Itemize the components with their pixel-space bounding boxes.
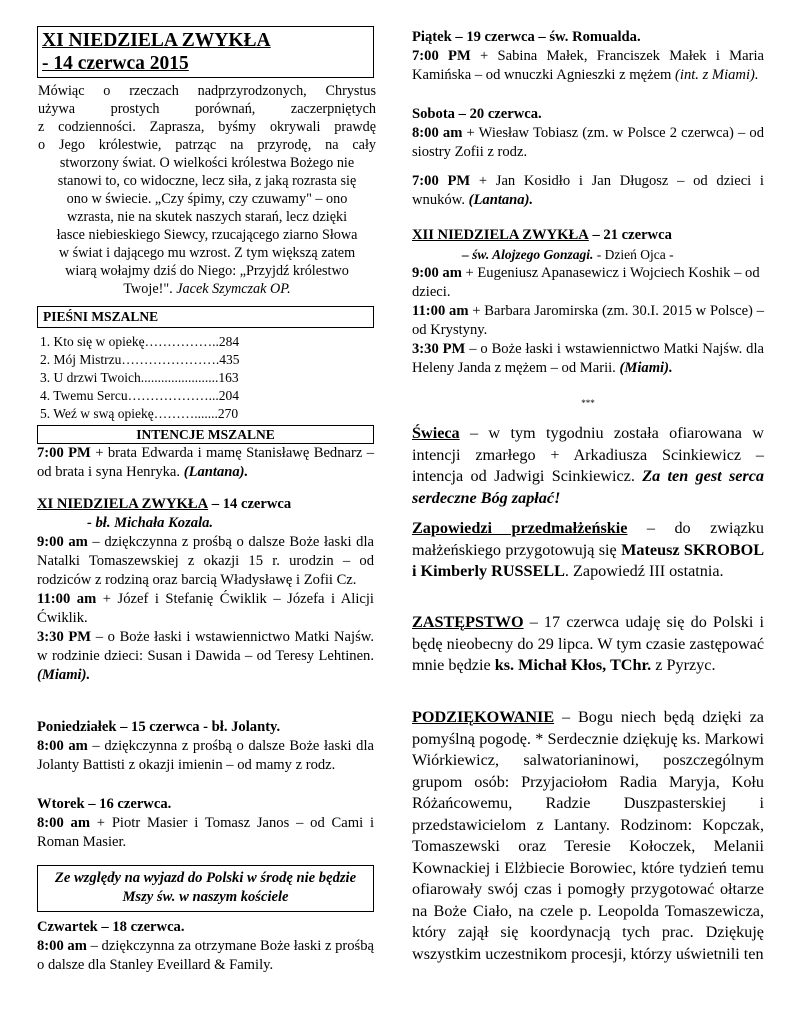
mass-text: – o Boże łaski i wstawiennictwo Matki Najśw. dla Heleny Janda z mężem – od Marii. <box>412 341 764 376</box>
mass-entry <box>37 628 374 685</box>
mass-text: – o Boże łaski i wstawiennictwo Matki Najśw. w rodzinie dzieci: Susan i Dawida – od Teresy Lehtinen. <box>37 629 374 664</box>
mass-text: + Barbara Jaromirska (zm. 30.I. 2015 w Polsce) – od Krystyny. <box>412 303 764 338</box>
mass-entry <box>37 814 374 852</box>
tuesday-section <box>37 795 374 852</box>
mass-place: (Lantana). <box>468 192 534 208</box>
announcement-text: – 17 czerwca udaję się do Polski i będę nieobecny do 29 lipca. W tym czasie zastępować mnie będzie <box>412 613 764 674</box>
section-title: Piątek – 19 czerwca – św. Romualda. <box>412 29 641 45</box>
intro-author: Jacek Szymczak OP. <box>176 281 291 297</box>
mass-text: + Piotr Masier i Tomasz Janos – od Cami i Roman Masier. <box>37 815 374 850</box>
separator: *** <box>581 398 595 408</box>
mass-entry <box>37 937 374 975</box>
mass-time: 7:00 PM <box>412 48 471 64</box>
mass-entry <box>412 124 764 162</box>
mass-text: – dziękczynna za otrzymane Boże łaski z prośbą o dalsze dla Stanley Eveillard & Family. <box>37 938 374 973</box>
mass-note: (int. z Miami). <box>675 67 759 83</box>
mass-time: 9:00 am <box>412 265 462 281</box>
announcement-title: ZASTĘPSTWO <box>412 613 524 631</box>
intro-line: ono w świecie. „Czy śpimy, czy czuwamy" – ono <box>66 191 348 207</box>
songs-list <box>40 333 340 423</box>
mass-time: 11:00 am <box>37 591 97 607</box>
announcement-text: z Pyrzyc. <box>655 656 716 674</box>
announcement-title: PODZIĘKOWANIE <box>412 708 555 726</box>
mass-text: + Sabina Małek, Franciszek Małek i Maria Kamińska – od wnuczki Agnieszki z mężem <box>412 48 765 83</box>
mass-time: 7:00 PM <box>412 173 471 189</box>
mass-time: 8:00 am <box>412 125 463 141</box>
mass-time: 8:00 am <box>37 815 90 831</box>
mass-entry <box>412 47 764 85</box>
section-date: – 14 czerwca <box>211 496 292 512</box>
mass-text: + Wiesław Tobiasz (zm. w Polsce 2 czerwca) – od siostry Zofii z rodz. <box>412 125 765 160</box>
mass-time: 8:00 am <box>37 738 88 754</box>
intro-line: wzrasta, nie na skutek naszych starań, lecz dzięki <box>66 209 348 225</box>
intro-line: łasce niebieskiego Siewcy, rzucającego ziarno Słowa <box>56 227 358 243</box>
substitute-announcement <box>412 612 764 677</box>
monday-section <box>37 718 374 775</box>
section-title: Sobota – 20 czerwca. <box>412 106 542 122</box>
mass-place: (Miami). <box>37 667 91 683</box>
section-saint: - bł. Michała Kozala. <box>87 515 214 531</box>
title-box <box>37 26 374 78</box>
announcement-names: ks. Michał Kłos, TChr. <box>494 656 652 674</box>
intro-line: wiarą wołajmy dziś do Niego: „Przyjdź królestwo <box>65 263 349 279</box>
intro-line: w świat i dającego mu wzrost. Z tym większą zatem <box>58 245 356 261</box>
mass-text: + Józef i Stefanię Ćwiklik – Józefa i Alicji Ćwiklik. <box>37 591 374 626</box>
list-item: 2. Mój Mistrzu………………….435 <box>40 352 240 367</box>
banns-announcement <box>412 518 764 583</box>
section-title: XII NIEDZIELA ZWYKŁA <box>412 227 589 243</box>
mass-text: – dziękczynna z prośbą o dalsze Boże łaski dla Natalki Tomaszewskiej z okazji 15 r. urodzin – od rodziców z rodziną oraz barcią Władysławę i Zofii Cz. <box>37 534 374 588</box>
friday-section <box>412 28 764 85</box>
saturday-evening-intention <box>37 444 374 482</box>
mass-time: 7:00 PM <box>37 445 91 461</box>
announcement-names: Mateusz SKROBOL i Kimberly RUSSELL <box>412 540 764 580</box>
announcement-text: – Bogu niech będą dzięki za pomyślną pogodę. * Serdecznie dziękuję ks. Markowi Wiórkiewicz, salwatorianinowi, poszczególnym grupom osób: Przyjaciołom Radia Maryja, Kołu Różańcowemu, Radzie Duszpasterskiej i przedstawicielom z Lantany. Rodzinom: Kopczak, Tomaszewski oraz Teresie Kołoczek, Melanii Kownackiej i Elżbiecie Borowiec, które tydzień temu ofiarowały swój czas i pomogły przygotować ołtarze na Boże Ciało, na czele p. Leopolda Tomaszewicza, który zajął się koordynacją tych prac. Dziękuję wszystkim uczestnikom procesji, którzy uświetnili ten <box>412 708 764 963</box>
intro-line: o Jego królestwie, patrząc na przyrodę, na cały <box>38 137 376 153</box>
announcement-text: – do związku małżeńskiego przygotowują się <box>412 519 764 559</box>
section-title: Poniedziałek – 15 czerwca - bł. Jolanty. <box>37 719 281 735</box>
page-title: XI NIEDZIELA ZWYKŁA <box>42 30 271 51</box>
announcement-text: . Zapowiedź III ostatnia. <box>564 562 724 580</box>
sunday-section <box>37 495 374 685</box>
mass-time: 9:00 am <box>37 534 88 550</box>
announcement-title: Świeca <box>412 424 460 442</box>
thursday-section <box>37 918 374 975</box>
intro-line: Mówiąc o rzeczach nadprzyrodzonych, Chrystus <box>38 83 376 99</box>
section-title: Czwartek – 18 czerwca. <box>37 919 185 935</box>
mass-entry <box>412 340 764 378</box>
page-date: - 14 czerwca 2015 <box>42 53 189 74</box>
mass-entry <box>412 302 764 340</box>
mass-entry <box>37 737 374 775</box>
intentions-heading: INTENCJE MSZALNE <box>37 425 374 444</box>
intro-line: z codzienności. Zaprasza, byśmy okrywali prawdę <box>38 119 376 135</box>
mass-text: + Eugeniusz Apanasewicz i Wojciech Koshik – od dzieci. <box>412 265 760 300</box>
mass-entry <box>37 533 374 590</box>
list-item: 5. Weź w swą opiekę……….......270 <box>40 406 239 421</box>
announcement-title: Zapowiedzi przedmałżeńskie <box>412 519 628 537</box>
mass-text: + Jan Kosidło i Jan Długosz – od dzieci i wnuków. <box>412 173 764 208</box>
mass-time: 3:30 PM <box>412 341 466 357</box>
section-date: – 21 czerwca <box>592 227 672 243</box>
section-title: XI NIEDZIELA ZWYKŁA <box>37 496 209 512</box>
songs-heading: PIEŚNI MSZALNE <box>37 306 374 328</box>
section-title: Wtorek – 16 czerwca. <box>37 796 172 812</box>
list-item: 1. Kto się w opiekę……………..284 <box>40 334 240 349</box>
mass-time: 11:00 am <box>412 303 469 319</box>
intro-line: używa prostych porównań, zaczerpniętych <box>38 101 376 117</box>
next-sunday-section <box>412 226 764 378</box>
intro-line: Twoje!". <box>123 281 173 297</box>
mass-time: 8:00 am <box>37 938 87 954</box>
mass-time: 3:30 PM <box>37 629 92 645</box>
list-item: 3. U drzwi Twoich.......................163 <box>40 370 239 385</box>
intro-line: stworzony świat. O wielkości królestwa Bożego nie <box>59 155 355 171</box>
mass-place: (Lantana). <box>183 464 249 480</box>
saturday-section <box>412 105 764 210</box>
list-item: 4. Twemu Sercu………………...204 <box>40 388 240 403</box>
candle-announcement <box>412 423 764 509</box>
mass-text: – dziękczynna z prośbą o dalsze Boże łaski dla Jolanty Battisti z okazji imienin – od mamy z rodz. <box>37 738 374 773</box>
intro-last-line <box>38 280 376 298</box>
mass-place: (Miami). <box>619 360 673 376</box>
announcement-thanks: Za ten gest serca serdeczne Bóg zapłać! <box>412 467 765 507</box>
mass-text: + brata Edwarda i mamę Stanisławę Bednarz – od brata i syna Henryka. <box>37 445 375 480</box>
mass-entry <box>412 172 764 210</box>
intro-line: stanowi to, co widoczne, lecz siła, z jaką rozrasta się <box>57 173 357 189</box>
mass-entry <box>412 264 764 302</box>
no-mass-notice: Ze względy na wyjazd do Polski w środę nie będzie Mszy św. w naszym kościele <box>37 865 374 912</box>
thanks-announcement <box>412 707 764 965</box>
mass-entry <box>37 590 374 628</box>
section-saint: – św. Alojzego Gonzagi. <box>462 247 594 262</box>
intro-text <box>38 82 376 298</box>
section-extra: - Dzień Ojca - <box>596 247 674 262</box>
announcement-text: – w tym tygodniu została ofiarowana w intencji zmarłego + Arkadiusza Scinkiewicz – intencja od Jadwigi Scinkiewicz. <box>412 424 764 485</box>
